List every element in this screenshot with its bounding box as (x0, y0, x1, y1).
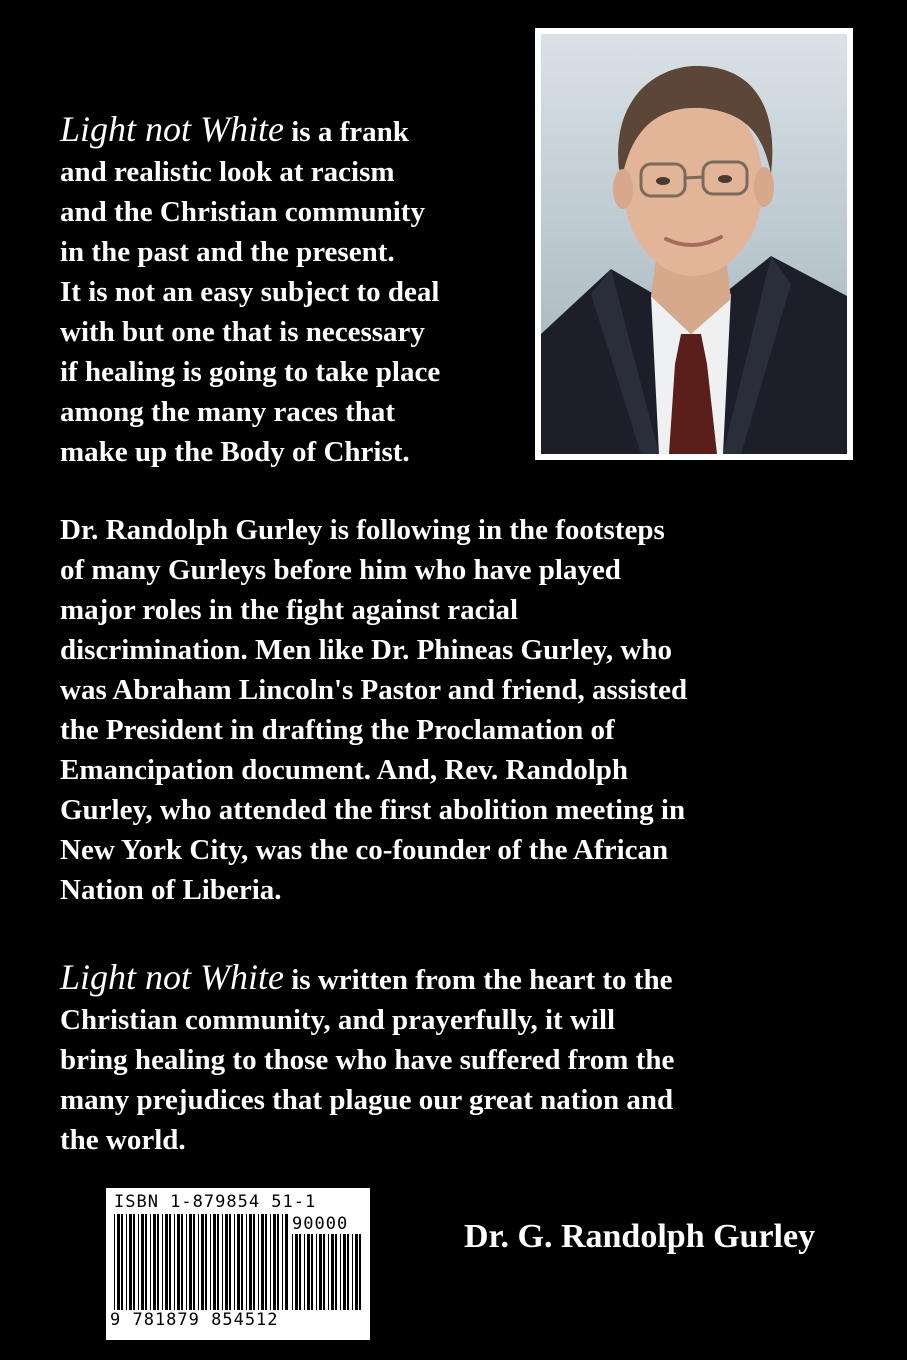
barcode-bar (189, 1214, 192, 1310)
book-title-italic: Light not White (60, 109, 284, 149)
barcode-bar (133, 1214, 135, 1310)
history-line: Nation of Liberia. (60, 874, 282, 906)
barcode-bar (285, 1214, 288, 1310)
author-name: Dr. G. Randolph Gurley (464, 1218, 816, 1255)
intro-line: It is not an easy subject to deal (60, 276, 440, 308)
intro-line: Light not White is a frank (60, 109, 409, 149)
barcode-bar (319, 1234, 322, 1310)
barcode-bar (241, 1214, 243, 1310)
barcode-bar (323, 1234, 325, 1310)
barcode-bar (335, 1234, 337, 1310)
barcode-bar (328, 1234, 329, 1310)
history-line: Emancipation document. And, Rev. Randolph (60, 754, 629, 786)
history-line: Dr. Randolph Gurley is following in the footsteps (60, 514, 665, 546)
barcode-bar (340, 1234, 341, 1310)
barcode-bar (225, 1214, 228, 1310)
barcode-addon-bars (292, 1234, 364, 1310)
barcode-bar (304, 1234, 305, 1310)
barcode-bar (237, 1214, 240, 1310)
barcode-bar (174, 1214, 175, 1310)
barcode-bar (193, 1214, 195, 1310)
barcode-bar (347, 1234, 349, 1310)
barcode-bar (261, 1214, 264, 1310)
intro-line: among the many races that (60, 396, 396, 428)
barcode-bar (246, 1214, 247, 1310)
barcode-bar (153, 1214, 156, 1310)
barcode-bar (141, 1214, 144, 1310)
barcode-bar (186, 1214, 187, 1310)
isbn-barcode (106, 1188, 370, 1340)
barcode-bar (126, 1214, 127, 1310)
barcode-bar (307, 1234, 310, 1310)
history-line: discrimination. Men like Dr. Phineas Gurley, who (60, 634, 672, 666)
price-code: 90000 (292, 1214, 349, 1234)
intro-line: if healing is going to take place (60, 356, 441, 388)
barcode-bar (121, 1214, 123, 1310)
book-title-italic: Light not White (60, 957, 284, 997)
barcode-bar (129, 1214, 132, 1310)
barcode-bar (295, 1234, 298, 1310)
history-line: was Abraham Lincoln's Pastor and friend, assisted (60, 674, 688, 706)
barcode-bar (273, 1214, 276, 1310)
barcode-bar (331, 1234, 334, 1310)
history-line: New York City, was the co-founder of the African (60, 834, 669, 866)
barcode-bar (117, 1214, 120, 1310)
barcode-bar (213, 1214, 216, 1310)
barcode-bar (234, 1214, 235, 1310)
intro-line: in the past and the present. (60, 236, 395, 268)
intro-line: and the Christian community (60, 196, 425, 228)
barcode-bar (258, 1214, 259, 1310)
barcode-bar (299, 1234, 301, 1310)
history-paragraph (60, 510, 687, 910)
barcode-bar (165, 1214, 168, 1310)
ean-number: 9 781879 854512 (110, 1310, 279, 1330)
intro-paragraph (60, 109, 440, 472)
intro-line: and realistic look at racism (60, 156, 395, 188)
barcode-bar (138, 1214, 139, 1310)
barcode-bar (316, 1234, 317, 1310)
barcode-bar (201, 1214, 204, 1310)
closing-line: bring healing to those who have suffered from the (60, 1044, 675, 1076)
barcode-bar (253, 1214, 255, 1310)
barcode-bar (352, 1234, 353, 1310)
author-photo-frame (535, 28, 853, 460)
author-photo (541, 34, 847, 454)
history-line: of many Gurleys before him who have played (60, 554, 621, 586)
barcode-bar (177, 1214, 180, 1310)
history-line: Gurley, who attended the first abolition meeting in (60, 794, 686, 826)
barcode-bar (162, 1214, 163, 1310)
barcode-bar (311, 1234, 313, 1310)
barcode-bar (205, 1214, 207, 1310)
barcode-bar (198, 1214, 199, 1310)
barcode-bar (359, 1234, 361, 1310)
barcode-bar (157, 1214, 159, 1310)
barcode-bar (222, 1214, 223, 1310)
barcode-bar (181, 1214, 183, 1310)
barcode-bar (217, 1214, 219, 1310)
intro-line: with but one that is necessary (60, 316, 425, 348)
barcode-bar (150, 1214, 151, 1310)
history-line: the President in drafting the Proclamation of (60, 714, 615, 746)
closing-line: the world. (60, 1124, 186, 1156)
closing-line: many prejudices that plague our great nation and (60, 1084, 674, 1116)
barcode-bar (249, 1214, 252, 1310)
barcode-bar (277, 1214, 279, 1310)
barcode-bar (229, 1214, 231, 1310)
barcode-bar (265, 1214, 267, 1310)
barcode-bar (343, 1234, 346, 1310)
closing-line: Light not White is written from the heart to the (60, 957, 673, 997)
barcode-bar (292, 1234, 293, 1310)
barcode-bar (169, 1214, 171, 1310)
barcode-bars (114, 1214, 288, 1310)
closing-paragraph (60, 957, 674, 1160)
barcode-bar (114, 1214, 115, 1310)
barcode-bar (210, 1214, 211, 1310)
isbn-number: ISBN 1-879854 51-1 (114, 1192, 317, 1212)
history-line: major roles in the fight against racial (60, 594, 519, 626)
barcode-bar (270, 1214, 271, 1310)
barcode-bar (282, 1214, 283, 1310)
closing-line: Christian community, and prayerfully, it will (60, 1004, 616, 1036)
intro-line: make up the Body of Christ. (60, 436, 410, 468)
barcode-bar (145, 1214, 147, 1310)
author-portrait-illustration (541, 34, 847, 454)
barcode-bar (355, 1234, 358, 1310)
